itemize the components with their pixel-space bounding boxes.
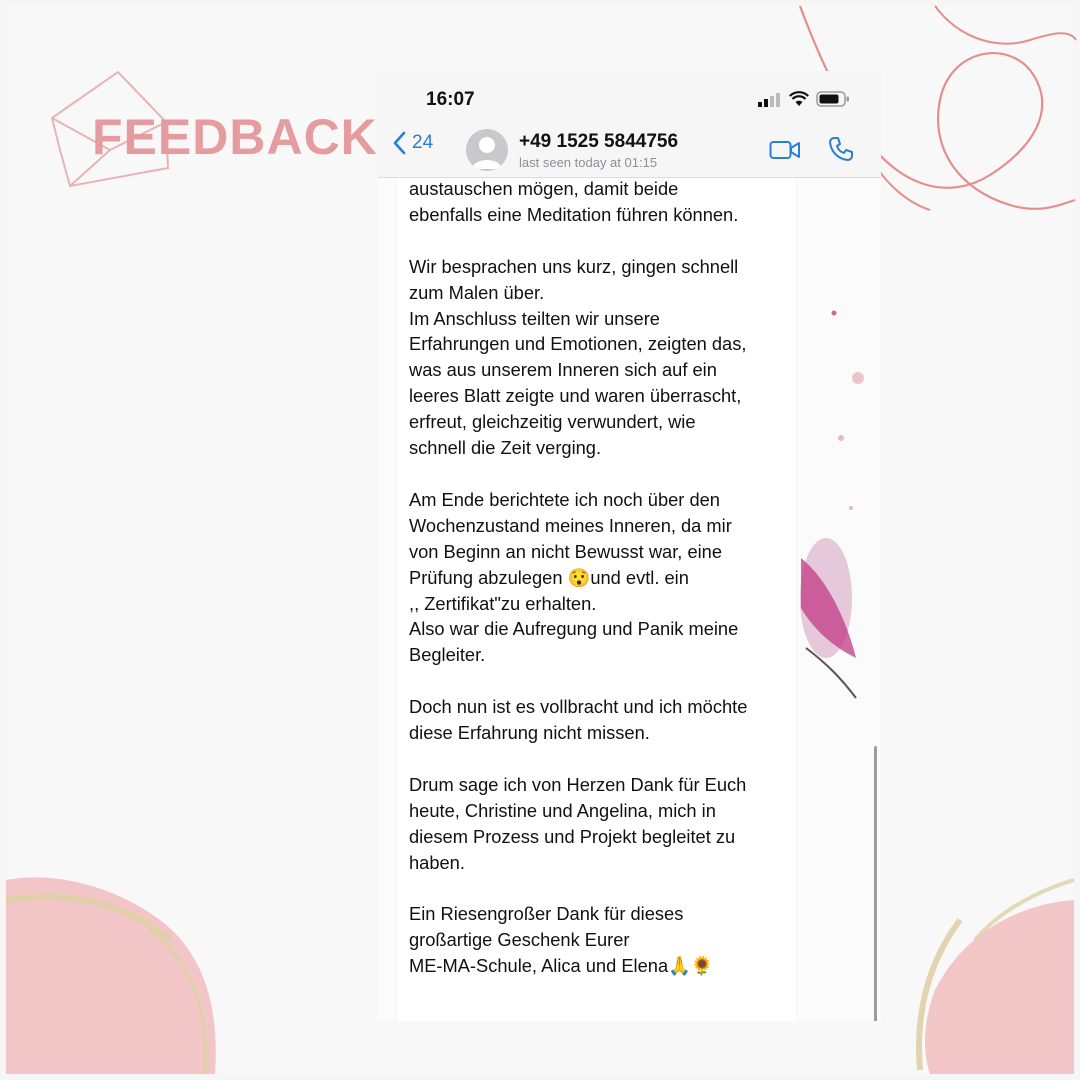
unread-count: 24: [412, 132, 434, 153]
back-button[interactable]: [392, 131, 433, 155]
chat-header: [378, 119, 881, 178]
chat-area: [378, 178, 881, 1021]
message-bubble[interactable]: [397, 178, 796, 1021]
battery-icon: [816, 91, 850, 107]
back-chevron-icon: [392, 131, 406, 155]
scrollbar[interactable]: [874, 746, 877, 1021]
status-time: 16:07: [426, 89, 475, 110]
message-text: austauschen mögen, damit beide ebenfalls eine Meditation führen können. Wir besprachen uns kurz, gingen schnell zum Malen über. Im Anschluss teilten wir unsere Erfahrungen und Emotionen, zeigten das, was aus unserem Inneren sich auf ein leeres Blatt zeigte und waren überrascht, erfreut, gleichzeitig verwundert, wie schnell die Zeit verging. Am Ende berichtete ich noch über den Wochenzustand meines Inneren, da mir von Beginn an nicht Bewusst war, eine Prüfung abzulegen 😯und evtl. ein ,, Zertifikat"zu erhalten. Also war die Aufregung und Panik meine Begleiter. Doch nun ist es vollbracht und ich möchte diese Erfahrung nicht missen. Drum sage ich von Herzen Dank für Euch heute, Christine und Angelina, mich in diesem Prozess und Projekt begleitet zu haben. Ein Riesengroßer Dank für dieses großartige Geschenk Eurer ME-MA-Schule, Alica und Elena🙏🌻: [409, 178, 748, 977]
phone-call-icon[interactable]: [828, 136, 854, 162]
cellular-signal-icon: [758, 93, 782, 107]
video-call-icon[interactable]: [769, 139, 801, 161]
contact-name[interactable]: +49 1525 5844756: [519, 131, 679, 152]
phone-screenshot: [378, 71, 881, 1021]
wallpaper-paint: [796, 178, 881, 1021]
avatar-icon: [466, 129, 508, 171]
last-seen-status: last seen today at 01:15: [519, 155, 658, 170]
feedback-title: FEEDBACK: [92, 109, 378, 165]
wifi-icon: [789, 91, 809, 107]
avatar[interactable]: [466, 129, 508, 171]
status-bar: [378, 71, 881, 119]
